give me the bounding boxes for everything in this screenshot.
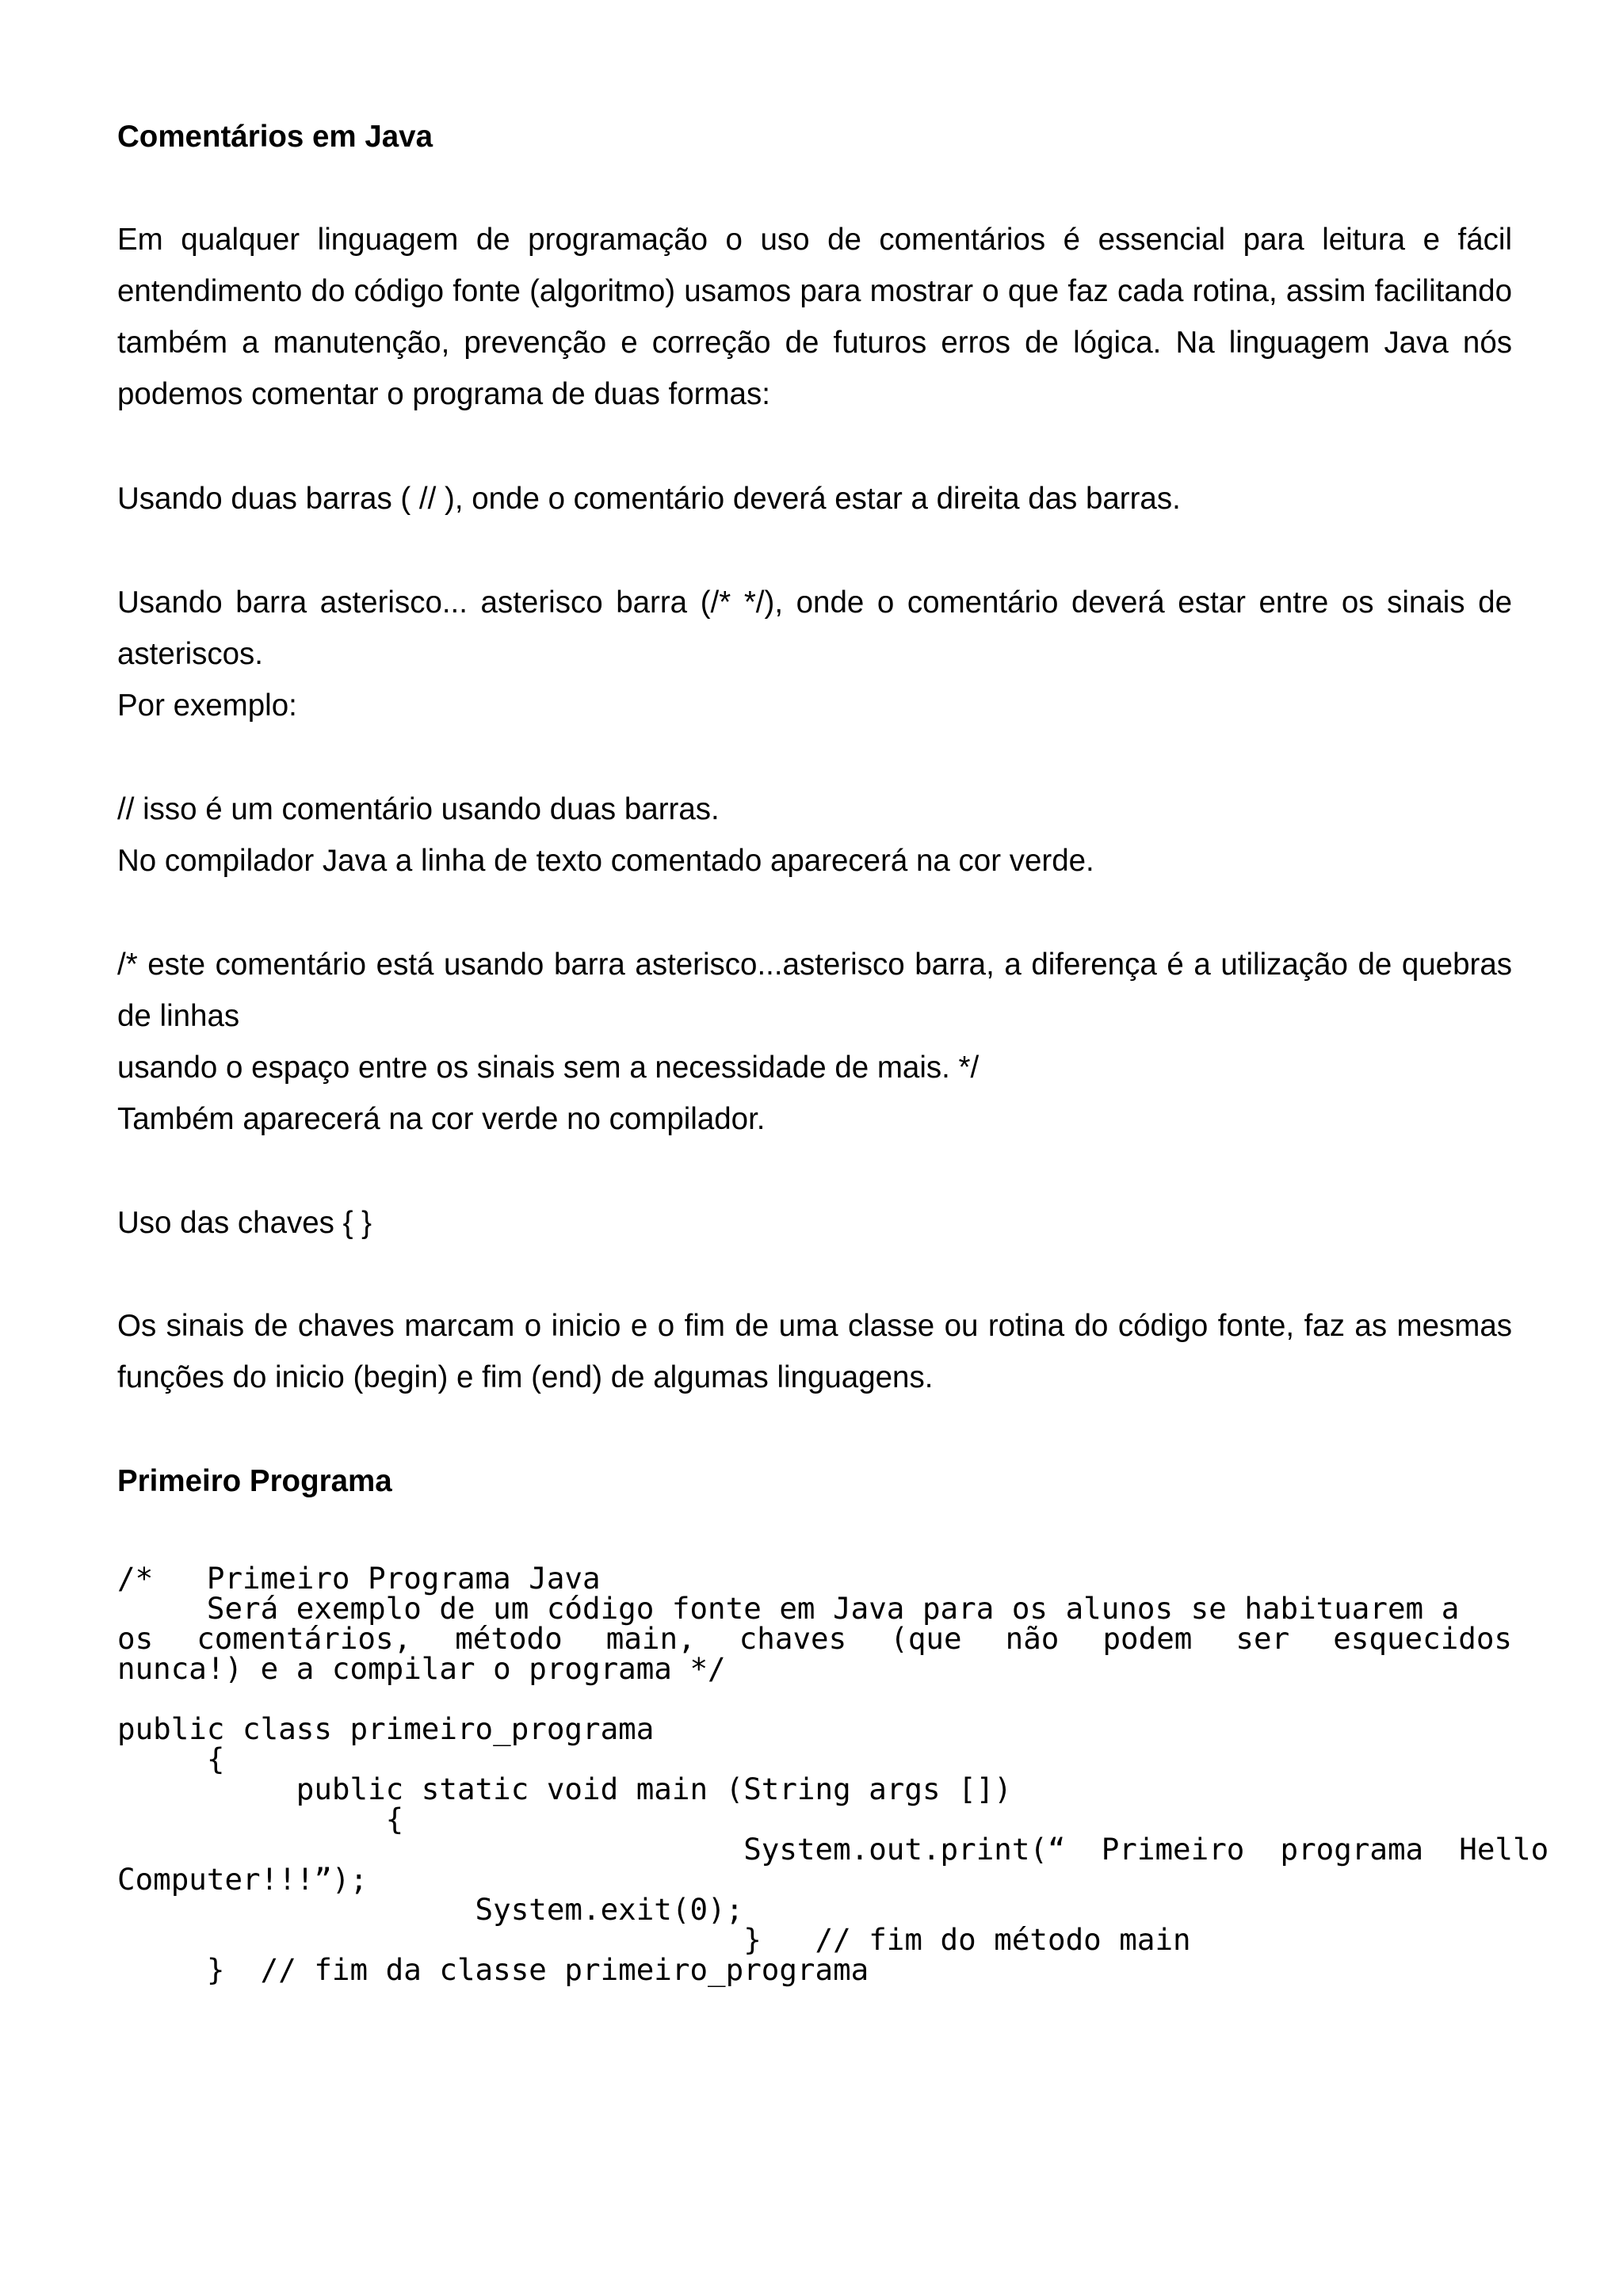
code-line: nunca!) e a compilar o programa */ [117,1651,726,1686]
code-line: System.out.print(“ Primeiro programa Hello [117,1832,1549,1867]
code-line: } // fim do método main [117,1922,1191,1957]
example-block-comment-continuation: usando o espaço entre os sinais sem a necessidade de mais. */ [117,1051,980,1085]
example-block-comment: /* este comentário está usando barra asterisco...asterisco barra, a diferença é a utilização de quebras de linhas [117,948,1512,1033]
code-line: System.exit(0); [117,1892,744,1927]
example-single-line-comment: // isso é um comentário usando duas barras. [117,792,720,826]
double-slash-usage: Usando duas barras ( // ), onde o comentário deverá estar a direita das barras. [117,482,1181,516]
code-line: public static void main (String args []) [117,1772,1012,1806]
slash-asterisk-usage: Usando barra asterisco... asterisco barra (/* */), onde o comentário deverá estar entre os sinais de asteriscos. [117,585,1512,671]
code-line: } // fim da classe primeiro_programa [117,1952,869,1987]
code-line: /* Primeiro Programa Java [117,1561,601,1596]
braces-paragraph: Os sinais de chaves marcam o inicio e o fim de uma classe ou rotina do código fonte, faz as mesmas funções do inicio (begin) e fim (end) de algumas linguagens. [117,1309,1512,1394]
braces-heading: Uso das chaves { } [117,1206,372,1240]
section-heading-comments: Comentários em Java [117,120,433,154]
code-line: { [117,1802,404,1836]
code-line: Será exemplo de um código fonte em Java para os alunos se habituarem a [117,1591,1460,1626]
intro-paragraph: Em qualquer linguagem de programação o uso de comentários é essencial para leitura e fácil entendimento do código fonte (algoritmo) usamos para mostrar o que faz cada rotina, assim facilitando também a manutenção, prevenção e correção de futuros erros de lógica. Na linguagem Java nós podemos comentar o programa de duas formas: [117,223,1512,411]
code-line: { [117,1741,225,1776]
code-line: os comentários, método main, chaves (que não podem ser esquecidos [117,1621,1512,1656]
code-listing [117,1561,1549,2010]
example-single-line-note: No compilador Java a linha de texto comentado aparecerá na cor verde. [117,844,1094,878]
code-line: Computer!!!”); [117,1862,369,1897]
example-label: Por exemplo: [117,688,297,723]
example-block-note: Também aparecerá na cor verde no compilador. [117,1102,766,1136]
section-heading-first-program: Primeiro Programa [117,1464,392,1498]
code-line: public class primeiro_programa [117,1711,655,1746]
